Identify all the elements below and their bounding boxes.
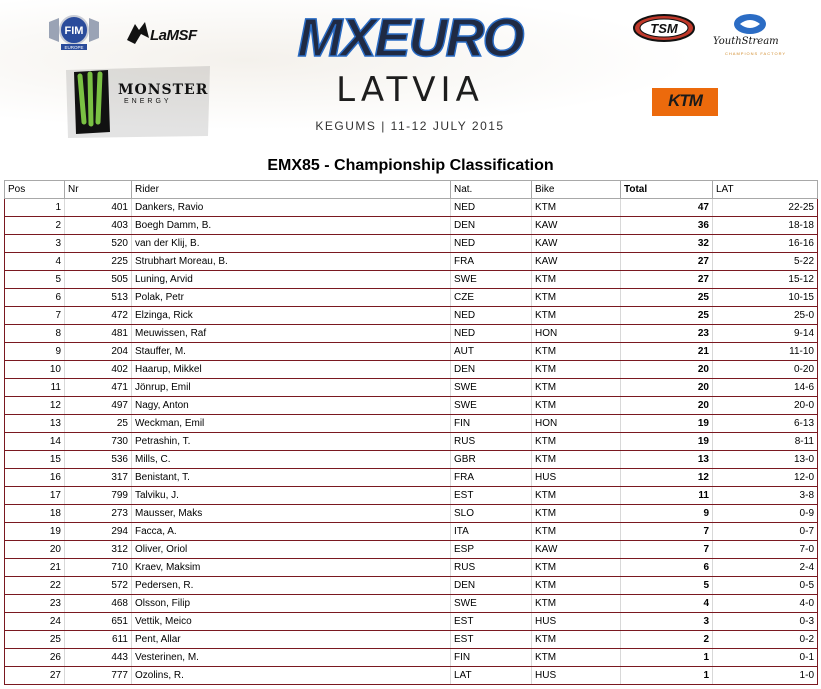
table-row [5,631,818,649]
cell-rider: Boegh Damm, B. [132,217,451,235]
cell-nr: 513 [65,289,132,307]
cell-nat: RUS [451,433,532,451]
cell-nr: 472 [65,307,132,325]
youthstream-sub-text: CHAMPIONS FACTORY [725,51,787,56]
cell-total: 36 [621,217,713,235]
cell-total: 6 [621,559,713,577]
cell-bike: KTM [532,343,621,361]
cell-pos: 11 [5,379,65,397]
cell-bike: KTM [532,199,621,217]
cell-lat: 4-0 [713,595,818,613]
cell-bike: KTM [532,361,621,379]
cell-nat: ITA [451,523,532,541]
cell-bike: KTM [532,397,621,415]
cell-lat: 10-15 [713,289,818,307]
cell-pos: 17 [5,487,65,505]
cell-lat: 0-20 [713,361,818,379]
table-row [5,379,818,397]
cell-pos: 1 [5,199,65,217]
cell-total: 20 [621,361,713,379]
cell-nat: FRA [451,253,532,271]
cell-nr: 611 [65,631,132,649]
cell-nr: 403 [65,217,132,235]
table-header-row [5,181,818,199]
cell-bike: HUS [532,667,621,685]
col-header-total: Total [621,181,713,199]
cell-pos: 26 [5,649,65,667]
cell-total: 1 [621,649,713,667]
cell-pos: 3 [5,235,65,253]
cell-nat: NED [451,199,532,217]
cell-rider: Petrashin, T. [132,433,451,451]
cell-pos: 7 [5,307,65,325]
cell-bike: KTM [532,559,621,577]
cell-bike: HON [532,415,621,433]
cell-rider: Luning, Arvid [132,271,451,289]
table-row [5,523,818,541]
cell-nr: 536 [65,451,132,469]
table-row [5,469,818,487]
table-row [5,649,818,667]
cell-bike: KTM [532,307,621,325]
cell-nr: 505 [65,271,132,289]
cell-nr: 294 [65,523,132,541]
col-header-rider: Rider [132,181,451,199]
cell-nat: SWE [451,595,532,613]
table-row [5,307,818,325]
cell-rider: Pent, Allar [132,631,451,649]
cell-pos: 10 [5,361,65,379]
fim-sub-text: EUROPE [64,45,84,50]
cell-lat: 8-11 [713,433,818,451]
cell-bike: KTM [532,433,621,451]
cell-nr: 204 [65,343,132,361]
cell-total: 9 [621,505,713,523]
cell-bike: KTM [532,271,621,289]
cell-nat: DEN [451,577,532,595]
cell-pos: 25 [5,631,65,649]
cell-rider: Mills, C. [132,451,451,469]
table-row [5,505,818,523]
monster-sub-text: ENERGY [124,98,172,105]
cell-pos: 13 [5,415,65,433]
cell-lat: 7-0 [713,541,818,559]
table-row [5,613,818,631]
cell-lat: 12-0 [713,469,818,487]
table-row [5,343,818,361]
cell-pos: 16 [5,469,65,487]
tsm-text: TSM [650,21,678,36]
cell-pos: 12 [5,397,65,415]
cell-total: 27 [621,253,713,271]
cell-rider: Ozolins, R. [132,667,451,685]
cell-rider: van der Klij, B. [132,235,451,253]
cell-rider: Elzinga, Rick [132,307,451,325]
cell-total: 21 [621,343,713,361]
table-row [5,577,818,595]
cell-total: 19 [621,415,713,433]
cell-bike: KTM [532,649,621,667]
cell-bike: KAW [532,217,621,235]
table-row [5,667,818,685]
cell-lat: 15-12 [713,271,818,289]
cell-rider: Benistant, T. [132,469,451,487]
table-row [5,397,818,415]
cell-lat: 13-0 [713,451,818,469]
cell-nr: 481 [65,325,132,343]
cell-rider: Polak, Petr [132,289,451,307]
mxeuro-logo [272,8,548,66]
cell-bike: KTM [532,451,621,469]
cell-nat: SLO [451,505,532,523]
cell-bike: HON [532,325,621,343]
country-title: LATVIA [336,70,484,110]
cell-rider: Stauffer, M. [132,343,451,361]
cell-lat: 25-0 [713,307,818,325]
fim-text: FIM [64,25,84,37]
table-row [5,325,818,343]
cell-pos: 24 [5,613,65,631]
cell-total: 47 [621,199,713,217]
cell-nat: NED [451,307,532,325]
table-row [5,217,818,235]
cell-rider: Mausser, Maks [132,505,451,523]
cell-lat: 0-1 [713,649,818,667]
col-header-bike: Bike [532,181,621,199]
cell-rider: Strubhart Moreau, B. [132,253,451,271]
cell-nr: 651 [65,613,132,631]
cell-pos: 15 [5,451,65,469]
cell-nat: SWE [451,379,532,397]
cell-nat: SWE [451,271,532,289]
venue-date: KEGUMS | 11-12 JULY 2015 [315,119,505,133]
cell-bike: KAW [532,235,621,253]
cell-pos: 22 [5,577,65,595]
cell-bike: KTM [532,631,621,649]
cell-nat: RUS [451,559,532,577]
cell-total: 7 [621,523,713,541]
cell-nr: 312 [65,541,132,559]
cell-rider: Vesterinen, M. [132,649,451,667]
col-header-nr: Nr [65,181,132,199]
cell-total: 20 [621,379,713,397]
cell-rider: Haarup, Mikkel [132,361,451,379]
cell-total: 11 [621,487,713,505]
cell-total: 19 [621,433,713,451]
cell-nat: LAT [451,667,532,685]
cell-nat: EST [451,631,532,649]
col-header-pos: Pos [5,181,65,199]
cell-total: 13 [621,451,713,469]
cell-rider: Pedersen, R. [132,577,451,595]
cell-total: 7 [621,541,713,559]
cell-nr: 402 [65,361,132,379]
cell-lat: 1-0 [713,667,818,685]
cell-rider: Weckman, Emil [132,415,451,433]
cell-nr: 777 [65,667,132,685]
col-header-nat: Nat. [451,181,532,199]
cell-lat: 11-10 [713,343,818,361]
cell-bike: KTM [532,487,621,505]
cell-nr: 225 [65,253,132,271]
cell-nat: SWE [451,397,532,415]
cell-lat: 0-5 [713,577,818,595]
cell-total: 25 [621,307,713,325]
cell-nr: 25 [65,415,132,433]
cell-total: 4 [621,595,713,613]
cell-nat: FRA [451,469,532,487]
cell-lat: 0-7 [713,523,818,541]
cell-nr: 730 [65,433,132,451]
cell-nat: CZE [451,289,532,307]
table-row [5,253,818,271]
cell-nat: NED [451,325,532,343]
cell-lat: 0-2 [713,631,818,649]
table-row [5,559,818,577]
cell-bike: KTM [532,505,621,523]
table-row [5,451,818,469]
cell-rider: Meuwissen, Raf [132,325,451,343]
table-row [5,433,818,451]
cell-total: 5 [621,577,713,595]
cell-nat: NED [451,235,532,253]
cell-total: 27 [621,271,713,289]
tsm-logo [632,12,696,44]
classification-table [4,180,818,685]
cell-bike: KTM [532,595,621,613]
cell-lat: 3-8 [713,487,818,505]
cell-lat: 5-22 [713,253,818,271]
cell-lat: 20-0 [713,397,818,415]
cell-rider: Facca, A. [132,523,451,541]
cell-pos: 5 [5,271,65,289]
monster-text: MONSTER [118,82,209,98]
col-header-lat: LAT [713,181,818,199]
cell-nr: 401 [65,199,132,217]
table-row [5,271,818,289]
cell-rider: Kraev, Maksim [132,559,451,577]
table-row [5,541,818,559]
cell-pos: 6 [5,289,65,307]
fim-europe-logo [45,12,103,52]
youthstream-text: YouthStream [713,36,779,47]
cell-total: 25 [621,289,713,307]
cell-lat: 14-6 [713,379,818,397]
cell-nat: EST [451,613,532,631]
cell-rider: Vettik, Meico [132,613,451,631]
cell-bike: KAW [532,541,621,559]
table-row [5,361,818,379]
lamsf-text: LaMSF [150,27,197,44]
cell-nr: 572 [65,577,132,595]
mxeuro-text: MXEURO [297,8,523,66]
cell-nat: DEN [451,361,532,379]
cell-pos: 19 [5,523,65,541]
cell-pos: 2 [5,217,65,235]
cell-rider: Oliver, Oriol [132,541,451,559]
table-row [5,415,818,433]
cell-nat: DEN [451,217,532,235]
table-row [5,235,818,253]
cell-nr: 468 [65,595,132,613]
table-row [5,289,818,307]
cell-bike: KTM [532,289,621,307]
cell-nat: AUT [451,343,532,361]
cell-pos: 14 [5,433,65,451]
cell-bike: KAW [532,253,621,271]
cell-nr: 273 [65,505,132,523]
cell-total: 1 [621,667,713,685]
cell-nat: ESP [451,541,532,559]
cell-lat: 22-25 [713,199,818,217]
cell-pos: 21 [5,559,65,577]
cell-pos: 23 [5,595,65,613]
cell-pos: 4 [5,253,65,271]
cell-nr: 471 [65,379,132,397]
cell-lat: 0-9 [713,505,818,523]
header-banner [0,0,821,150]
cell-nat: GBR [451,451,532,469]
cell-nat: FIN [451,649,532,667]
table-row [5,199,818,217]
cell-total: 32 [621,235,713,253]
cell-pos: 20 [5,541,65,559]
cell-total: 20 [621,397,713,415]
cell-rider: Olsson, Filip [132,595,451,613]
cell-bike: KTM [532,379,621,397]
cell-bike: KTM [532,577,621,595]
cell-lat: 18-18 [713,217,818,235]
cell-nat: EST [451,487,532,505]
cell-nr: 497 [65,397,132,415]
cell-bike: HUS [532,469,621,487]
cell-pos: 27 [5,667,65,685]
cell-lat: 2-4 [713,559,818,577]
cell-nr: 520 [65,235,132,253]
cell-pos: 8 [5,325,65,343]
cell-nr: 710 [65,559,132,577]
page-title: EMX85 - Championship Classification [267,157,554,174]
table-row [5,595,818,613]
cell-rider: Jönrup, Emil [132,379,451,397]
cell-nr: 317 [65,469,132,487]
cell-lat: 16-16 [713,235,818,253]
cell-rider: Talviku, J. [132,487,451,505]
cell-nat: FIN [451,415,532,433]
cell-rider: Nagy, Anton [132,397,451,415]
cell-bike: KTM [532,523,621,541]
cell-pos: 9 [5,343,65,361]
cell-total: 3 [621,613,713,631]
cell-lat: 0-3 [713,613,818,631]
cell-rider: Dankers, Ravio [132,199,451,217]
cell-nr: 443 [65,649,132,667]
cell-pos: 18 [5,505,65,523]
cell-lat: 6-13 [713,415,818,433]
cell-nr: 799 [65,487,132,505]
cell-lat: 9-14 [713,325,818,343]
ktm-text: KTM [668,91,702,110]
cell-total: 23 [621,325,713,343]
cell-bike: HUS [532,613,621,631]
cell-total: 2 [621,631,713,649]
table-row [5,487,818,505]
cell-total: 12 [621,469,713,487]
